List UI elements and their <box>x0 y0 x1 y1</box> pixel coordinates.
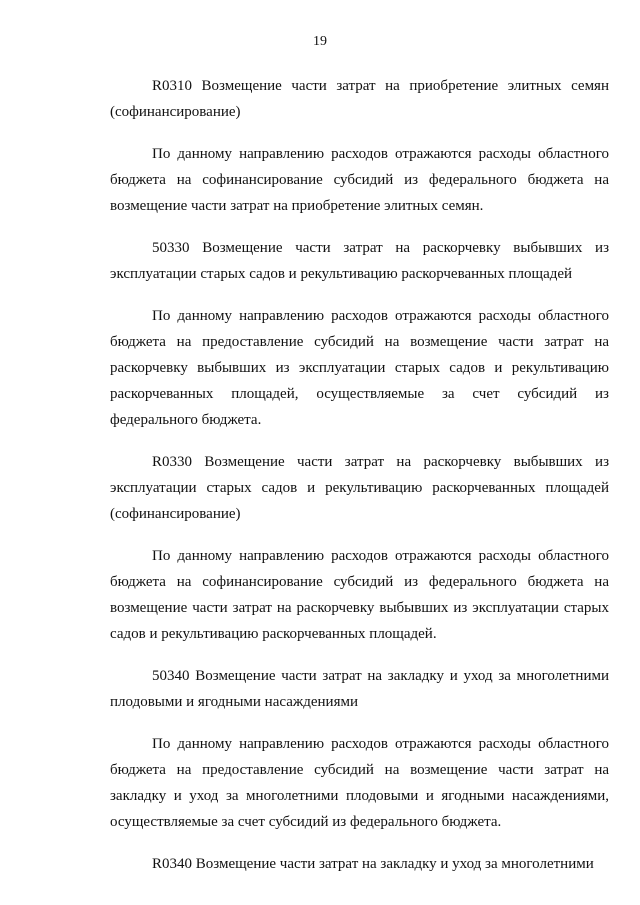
expense-heading-r0340: R0340 Возмещение части затрат на закладку и уход за многолетними <box>152 856 594 872</box>
expense-description-50340: По данному направлению расходов отражаются расходы областного бюджета на предоставление субсидий на возмещение части затрат на закладку и уход за многолетними плодовыми и ягодными насаждениями, осуществляемые за счет субсидий из федерального бюджета. <box>110 736 609 830</box>
expense-heading-r0330: R0330 Возмещение части затрат на раскорчевку выбывших из эксплуатации старых садов и рекультивацию раскорчеванных площадей (софинансирование) <box>110 454 609 522</box>
expense-heading-50340: 50340 Возмещение части затрат на закладку и уход за многолетними плодовыми и ягодными насаждениями <box>110 668 609 710</box>
expense-description-50330: По данному направлению расходов отражаются расходы областного бюджета на предоставление субсидий на возмещение части затрат на раскорчевку выбывших из эксплуатации старых садов и рекультивацию раскорчеванных площадей, осуществляемые за счет субсидий из федерального бюджета. <box>110 308 609 428</box>
page-number: 19 <box>313 34 327 49</box>
document-body <box>110 73 609 877</box>
expense-description-r0330: По данному направлению расходов отражаются расходы областного бюджета на софинансирование субсидий из федерального бюджета на возмещение части затрат на раскорчевку выбывших из эксплуатации старых садов и рекультивацию раскорчеванных площадей. <box>110 548 609 642</box>
expense-heading-r0310: R0310 Возмещение части затрат на приобретение элитных семян (софинансирование) <box>110 78 609 120</box>
expense-description-r0310: По данному направлению расходов отражаются расходы областного бюджета на софинансирование субсидий из федерального бюджета на возмещение части затрат на приобретение элитных семян. <box>110 146 609 214</box>
expense-heading-50330: 50330 Возмещение части затрат на раскорчевку выбывших из эксплуатации старых садов и рекультивацию раскорчеванных площадей <box>110 240 609 282</box>
